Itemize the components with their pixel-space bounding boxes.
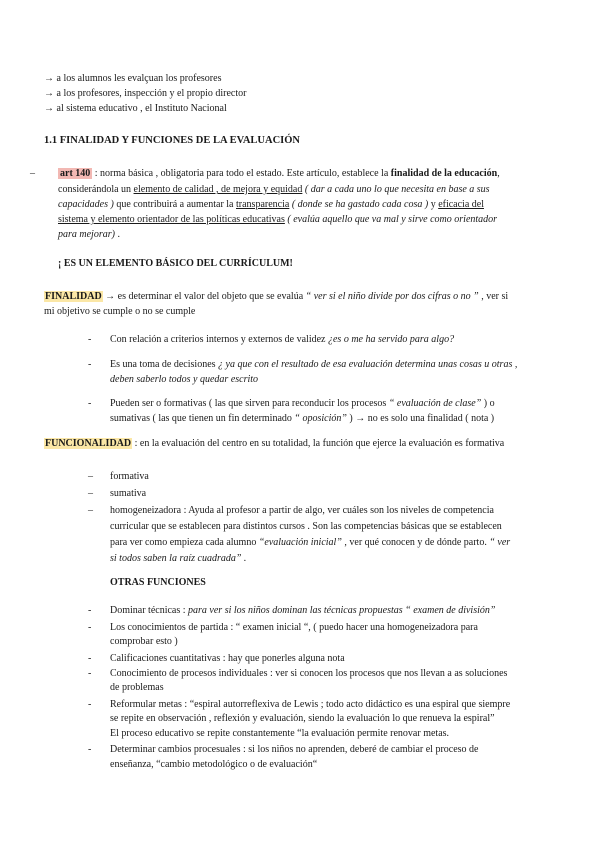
art-line-5 — [58, 227, 120, 242]
list-bullet: - — [88, 359, 92, 370]
finalidad-label: FINALIDAD — [45, 291, 102, 302]
list-item-continuation — [110, 535, 510, 550]
item-italic: ¿es o me ha servido para algo? — [327, 334, 455, 345]
list-bullet: - — [88, 605, 92, 616]
art-emphasis: finalidad de la educación — [390, 168, 498, 179]
art-italic: ( evalúa aquello que va mal y sirve como orientador — [284, 214, 498, 225]
art-underline: transparencia — [236, 199, 290, 210]
list-bullet: – — [30, 168, 35, 179]
item-italic: ¿ ya que con el resultado de esa evaluación determina unas cosas u otras , — [218, 359, 518, 370]
art-underline: sistema y elemento orientador de las políticas educativas — [58, 214, 285, 225]
art-italic: capacidades ) — [58, 199, 114, 210]
finalidad-line-1 — [44, 289, 508, 304]
finalidad-italic: “ ver si el niño divide por dos cifras o no ” — [305, 291, 479, 302]
list-bullet: - — [88, 699, 92, 710]
list-item: Determinar cambios procesuales : si los niños no aprenden, deberé de cambiar el proceso de — [110, 744, 479, 755]
art-text: , — [497, 168, 500, 179]
art-underline: eficacia del — [438, 199, 484, 210]
list-item: formativa — [110, 471, 149, 482]
list-bullet: - — [88, 744, 92, 755]
list-item-continuation: curricular que se establecen para distintos cursos . Son las competencias básicas que se establecen — [110, 521, 502, 532]
art-line-4 — [58, 212, 497, 227]
list-item: sumativa — [110, 488, 147, 499]
list-item: homogeneizadora : Ayuda al profesor a partir de algo, ver cuáles son los niveles de competencia — [110, 505, 494, 516]
list-item — [110, 396, 495, 411]
list-bullet: - — [88, 622, 92, 633]
item-text: , ver qué conocen y de dónde parto. — [341, 537, 490, 548]
list-item — [110, 603, 495, 618]
finalidad-text: → es determinar el valor del objeto que se evalúa — [102, 291, 306, 302]
item-text: ) → no es solo una finalidad ( nota ) — [346, 413, 495, 424]
item-text: sumativas ( las que tienen un fin determinado — [110, 413, 295, 424]
list-item-continuation: El proceso educativo se repite constantemente “la evaluación permite renovar metas. — [110, 728, 450, 739]
art-italic: ( donde se ha gastado cada cosa ) — [289, 199, 429, 210]
item-italic: “ evaluación de clase” — [388, 398, 482, 409]
art-underline: elemento de calidad , de mejora y equidad — [133, 184, 303, 195]
list-item-continuation: si todos saben la raíz cuadrada” . — [110, 553, 247, 564]
list-bullet: – — [88, 471, 93, 482]
list-item: Conocimiento de procesos individuales : ver si conocen los procesos que nos llevan a as soluciones — [110, 668, 508, 679]
art-text: considerándola un — [58, 184, 134, 195]
item-text: Dominar técnicas : — [110, 605, 189, 616]
list-bullet: - — [88, 398, 92, 409]
funcionalidad-label: FUNCIONALIDAD — [45, 438, 132, 449]
list-bullet: - — [88, 668, 92, 679]
item-text: Pueden ser o formativas ( las que sirven para reconducir los procesos — [110, 398, 389, 409]
intro-line: → al sistema educativo , el Instituto Nacional — [44, 103, 227, 114]
intro-line: → a los profesores, inspección y el propio director — [44, 88, 247, 99]
list-item-continuation: de problemas — [110, 682, 164, 693]
list-bullet: - — [88, 653, 92, 664]
list-item: Los conocimientos de partida : “ examen inicial “, ( puedo hacer una homogeneizadora para — [110, 622, 478, 633]
art-line-2 — [58, 182, 490, 197]
item-italic: “evaluación inicial” — [258, 537, 342, 548]
list-item — [110, 332, 454, 347]
item-text: Es una toma de decisiones — [110, 359, 219, 370]
basic-element-note: ¡ ES UN ELEMENTO BÁSICO DEL CURRÍCULUM! — [58, 258, 293, 269]
otras-funciones-title: OTRAS FUNCIONES — [110, 577, 206, 588]
funcionalidad-text: : en la evaluación del centro en su totalidad, la función que ejerce la evaluación es formativa — [132, 438, 505, 449]
art-label: art 140 — [60, 168, 91, 179]
finalidad-line-2: mi objetivo se cumple o no se cumple — [44, 306, 196, 317]
list-item-continuation: deben saberlo todos y quedar escrito — [110, 374, 259, 385]
list-bullet: – — [88, 488, 93, 499]
list-item: Calificaciones cuantitativas : hay que ponerles alguna nota — [110, 653, 345, 664]
item-italic: “ ver — [489, 537, 511, 548]
list-item: Reformular metas : “espiral autorreflexiva de Lewis ; todo acto didáctico es una espiral que siempre — [110, 699, 511, 710]
section-title: 1.1 FINALIDAD Y FUNCIONES DE LA EVALUACIÓN — [44, 135, 301, 146]
list-bullet: - — [88, 334, 92, 345]
finalidad-text: , ver si — [478, 291, 509, 302]
art-line-3 — [58, 197, 484, 212]
list-item-continuation: comprobar esto ) — [110, 636, 178, 647]
item-italic: para ver si los niños dominan las técnicas propuestas “ examen de división” — [188, 605, 496, 616]
list-item-continuation: enseñanza, “cambio metodológico o de evaluación“ — [110, 759, 318, 770]
list-item — [110, 357, 517, 372]
list-item-continuation: se repite en observación , reflexión y evaluación, siendo la evaluación lo que renueva la espiral” — [110, 713, 495, 724]
item-italic: “ oposición” — [294, 413, 347, 424]
art-text: y — [428, 199, 439, 210]
intro-line: → a los alumnos les evalçuan los profesores — [44, 73, 222, 84]
list-item-continuation — [110, 411, 494, 426]
item-text: Con relación a criterios internos y externos de validez — [110, 334, 328, 345]
art-italic: ( dar a cada uno lo que necesita en base a sus — [302, 184, 490, 195]
funcionalidad-line — [44, 436, 504, 451]
art-italic: para mejorar) — [58, 229, 115, 240]
art-text: . — [114, 229, 120, 240]
item-text: para ver como empieza cada alumno — [110, 537, 259, 548]
art-line-1 — [58, 166, 500, 181]
item-text: ) o — [481, 398, 495, 409]
art-text: que contribuirá a aumentar la — [113, 199, 236, 210]
art-text: : norma básica , obligatoria para todo el estado. Este artículo, establece la — [92, 168, 391, 179]
list-bullet: – — [88, 505, 93, 516]
